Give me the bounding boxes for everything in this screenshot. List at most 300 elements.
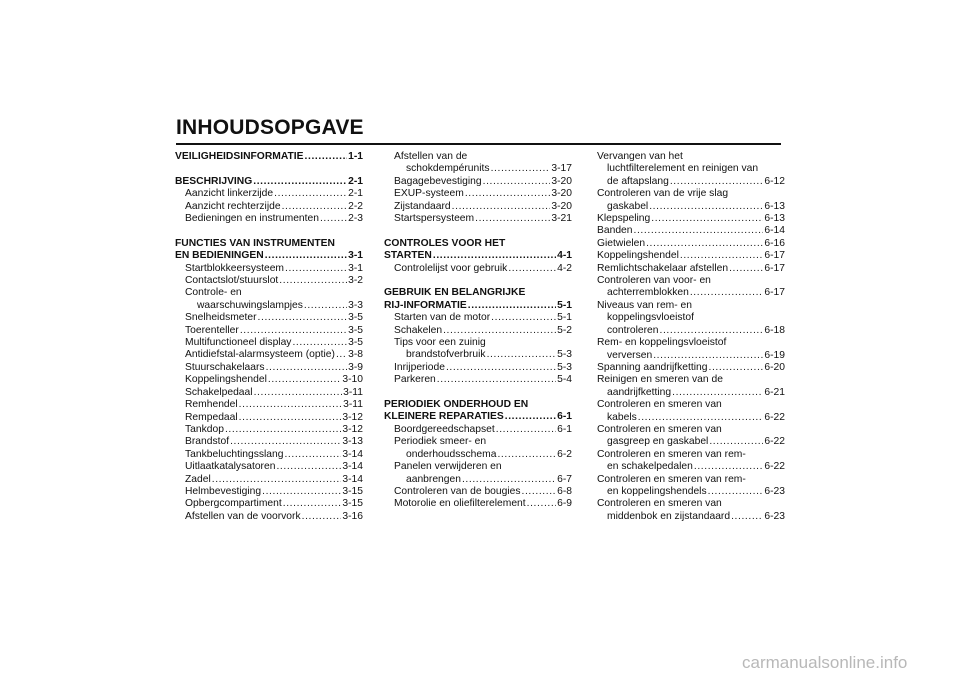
toc-entry-text: Panelen verwijderen en [394, 461, 502, 473]
dot-leader [487, 349, 557, 361]
dot-leader [468, 300, 556, 312]
toc-entry-text: waarschuwingslampjes [197, 299, 303, 311]
page-title: INHOUDSOPGAVE [176, 116, 364, 139]
toc-line [175, 486, 363, 498]
toc-page-number: 6-21 [764, 386, 785, 398]
toc-page-number: 6-1 [557, 423, 572, 435]
dot-leader [265, 250, 347, 262]
dot-leader [443, 325, 556, 337]
toc-line [597, 424, 785, 436]
toc-entry-text: Starten van de motor [394, 312, 491, 324]
toc-page-number: 6-23 [764, 510, 785, 522]
toc-page-number: 6-12 [764, 175, 785, 187]
toc-page-number: 1-1 [348, 151, 363, 162]
toc-page-number: 3-14 [342, 473, 363, 485]
toc-entry-text: Contactslot/stuurslot [185, 275, 279, 287]
toc-page-number: 6-22 [764, 411, 785, 423]
toc-page-number: 6-17 [764, 287, 785, 299]
dot-leader [285, 263, 347, 275]
toc-entry[interactable] [175, 275, 363, 287]
toc-entry[interactable] [597, 225, 785, 237]
toc-entry-text: Koppelingshendel [185, 374, 267, 386]
toc-entry-text: onderhoudsschema [406, 448, 497, 460]
toc-page-number: 3-14 [342, 461, 363, 473]
toc-entry[interactable] [597, 238, 785, 250]
toc-entry-text: en schakelpedalen [607, 461, 693, 473]
dot-leader [709, 436, 763, 448]
toc-line [175, 399, 363, 411]
toc-entry[interactable] [384, 374, 572, 386]
toc-entry[interactable] [175, 374, 363, 386]
dot-leader [433, 250, 556, 262]
toc-entry-text: Rem- en koppelingsvloeistof [597, 337, 727, 349]
dot-leader [709, 362, 764, 374]
dot-leader [731, 511, 763, 523]
toc-entry[interactable] [597, 449, 785, 474]
toc-page-number: 3-15 [342, 485, 363, 497]
toc-entry[interactable] [384, 424, 572, 436]
toc-entry-text: STARTEN [384, 250, 432, 262]
toc-entry[interactable] [175, 424, 363, 436]
toc-page-number: 3-1 [348, 262, 363, 274]
toc-page-number: 3-20 [551, 188, 572, 200]
toc-section-heading[interactable] [384, 287, 572, 312]
toc-entry[interactable] [597, 337, 785, 362]
toc-page-number: 6-17 [764, 250, 785, 262]
toc-entry-text: Controleren en smeren van rem- [597, 473, 746, 485]
toc-line [597, 263, 785, 275]
toc-entry-text: GEBRUIK EN BELANGRIJKE [384, 287, 526, 299]
toc-entry[interactable] [175, 511, 363, 523]
toc-entry-text: Gietwielen [597, 237, 646, 249]
toc-entry-text: Schakelen [394, 324, 443, 336]
toc-line [597, 238, 785, 250]
toc-line [384, 325, 572, 337]
toc-entry[interactable] [175, 325, 363, 337]
toc-entry-text: EXUP-systeem [394, 188, 464, 200]
toc-page-number: 5-3 [557, 361, 572, 373]
toc-page-number: 3-12 [342, 411, 363, 423]
toc-entry[interactable] [597, 498, 785, 523]
dot-leader [694, 461, 764, 473]
toc-page-number: 6-8 [557, 485, 572, 497]
toc-entry-text: Bedieningen en instrumenten [185, 213, 319, 225]
toc-line [175, 337, 363, 349]
toc-entry[interactable] [597, 474, 785, 499]
toc-entry-text: Vervangen van het [597, 151, 683, 162]
toc-page-number: 6-20 [764, 361, 785, 373]
toc-line [597, 350, 785, 362]
toc-page-number: 6-23 [764, 485, 785, 497]
toc-column-1 [175, 151, 363, 523]
toc-entry-text: verversen [607, 349, 653, 361]
toc-line [175, 362, 363, 374]
toc-page-number: 6-13 [764, 213, 785, 225]
toc-line [384, 399, 572, 411]
toc-entry-text: de aftapslang [607, 175, 669, 187]
dot-leader [452, 201, 551, 213]
dot-leader [527, 498, 556, 510]
toc-line [597, 325, 785, 337]
toc-entry-text: Bagagebevestiging [394, 175, 482, 187]
toc-entry-text: aanbrengen [406, 473, 461, 485]
dot-leader [282, 201, 348, 213]
toc-page-number: 6-22 [764, 436, 785, 448]
dot-leader [670, 176, 764, 188]
toc-page-number: 3-20 [551, 175, 572, 187]
toc-line [597, 275, 785, 287]
toc-entry-text: Aanzicht rechterzijde [185, 200, 281, 212]
dot-leader [505, 411, 556, 423]
toc-section-heading[interactable] [175, 176, 363, 188]
toc-page-number: 3-10 [342, 374, 363, 386]
toc-line [384, 411, 572, 423]
toc-line [384, 300, 572, 312]
toc-page-number: 5-2 [557, 324, 572, 336]
toc-entry[interactable] [175, 474, 363, 486]
toc-entry-text: Toerenteller [185, 324, 239, 336]
toc-line [597, 449, 785, 461]
toc-line [384, 362, 572, 374]
toc-line [175, 449, 363, 461]
toc-entry-text: PERIODIEK ONDERHOUD EN [384, 399, 529, 411]
toc-page-number: 6-18 [764, 324, 785, 336]
toc-line [597, 486, 785, 498]
toc-page-number: 5-4 [557, 374, 572, 386]
toc-entry-text: gaskabel [607, 200, 649, 212]
toc-line [384, 201, 572, 213]
toc-line [597, 337, 785, 349]
dot-leader [465, 188, 551, 200]
toc-entry[interactable] [175, 337, 363, 349]
toc-entry-text: Helmbevestiging [185, 485, 262, 497]
toc-line [175, 436, 363, 448]
toc-entry-text: Reinigen en smeren van de [597, 374, 723, 386]
toc-page-number: 3-17 [551, 163, 572, 175]
dot-leader [653, 350, 763, 362]
toc-line [384, 213, 572, 225]
toc-entry-text: controleren [607, 324, 659, 336]
dot-leader [446, 362, 556, 374]
toc-entry-text: Motorolie en oliefilterelement [394, 498, 526, 510]
toc-entry[interactable] [384, 213, 572, 225]
toc-line [175, 188, 363, 200]
toc-line [597, 188, 785, 200]
dot-leader [284, 449, 341, 461]
toc-entry[interactable] [175, 387, 363, 399]
toc-page-number: 2-1 [348, 175, 363, 187]
toc-entry-text: EN BEDIENINGEN [175, 250, 264, 262]
toc-page-number: 3-9 [348, 361, 363, 373]
toc-line [175, 498, 363, 510]
toc-entry-text: achterremblokken [607, 287, 689, 299]
dot-leader [230, 436, 341, 448]
dot-leader [292, 337, 347, 349]
toc-entry-text: Periodiek smeer- en [394, 436, 487, 448]
dot-leader [274, 188, 347, 200]
toc-entry-text: schokdempérunits [406, 163, 490, 175]
toc-entry[interactable] [175, 399, 363, 411]
toc-line [597, 412, 785, 424]
dot-leader [496, 424, 556, 436]
dot-leader [276, 461, 341, 473]
toc-entry[interactable] [384, 436, 572, 461]
toc-line [384, 163, 572, 175]
toc-section-heading[interactable] [175, 238, 363, 263]
toc-entry-text: Rempedaal [185, 411, 238, 423]
toc-entry-text: Uitlaatkatalysatoren [185, 461, 276, 473]
toc-line [175, 412, 363, 424]
section-gap [384, 225, 572, 237]
dot-leader [262, 486, 341, 498]
toc-entry[interactable] [597, 213, 785, 225]
toc-entry[interactable] [175, 461, 363, 473]
toc-entry[interactable] [597, 374, 785, 399]
toc-entry-text: VEILIGHEIDSINFORMATIE [175, 151, 304, 162]
toc-line [597, 436, 785, 448]
dot-leader [729, 263, 763, 275]
toc-entry[interactable] [175, 201, 363, 213]
toc-entry[interactable] [175, 312, 363, 324]
toc-entry[interactable] [597, 275, 785, 300]
toc-entry[interactable] [384, 362, 572, 374]
toc-entry-text: Afstellen van de [394, 151, 468, 162]
toc-line [597, 461, 785, 473]
toc-entry[interactable] [384, 151, 572, 176]
toc-entry-text: Boordgereedschapset [394, 423, 495, 435]
toc-entry[interactable] [384, 312, 572, 324]
dot-leader [437, 374, 556, 386]
dot-leader [212, 474, 342, 486]
toc-page-number: 3-20 [551, 200, 572, 212]
toc-line [597, 213, 785, 225]
toc-page-number: 6-17 [764, 262, 785, 274]
toc-page-number: 6-13 [764, 200, 785, 212]
toc-entry-text: Klepspeling [597, 213, 651, 225]
toc-page-number: 6-16 [764, 237, 785, 249]
toc-line [384, 238, 572, 250]
toc-entry-text: Parkeren [394, 374, 436, 386]
toc-page-number: 6-22 [764, 461, 785, 473]
toc-entry[interactable] [175, 263, 363, 275]
dot-leader [462, 474, 556, 486]
toc-line [175, 176, 363, 188]
toc-entry-text: Snelheidsmeter [185, 312, 257, 324]
toc-column-3 [597, 151, 785, 523]
toc-entry[interactable] [175, 287, 363, 312]
toc-entry[interactable] [175, 213, 363, 225]
toc-page-number: 6-2 [557, 448, 572, 460]
toc-page-number: 3-5 [348, 337, 363, 349]
toc-line [175, 300, 363, 312]
dot-leader [508, 263, 556, 275]
toc-entry-text: brandstofverbruik [406, 349, 486, 361]
toc-page-number: 3-13 [342, 436, 363, 448]
toc-entry[interactable] [175, 436, 363, 448]
toc-entry-text: aandrijfketting [607, 386, 672, 398]
dot-leader [283, 498, 342, 510]
dot-leader [660, 325, 764, 337]
toc-page-number: 3-16 [342, 510, 363, 522]
title-divider [176, 143, 781, 145]
toc-page-number: 3-1 [348, 250, 363, 262]
toc-entry-text: Banden [597, 225, 633, 237]
toc-entry-text: Stuurschakelaars [185, 361, 265, 373]
dot-leader [240, 325, 347, 337]
toc-entry[interactable] [384, 176, 572, 188]
toc-entry-text: Controleren van voor- en [597, 275, 711, 287]
dot-leader [708, 486, 764, 498]
toc-entry-text: Controle- en [185, 287, 242, 299]
toc-line [175, 275, 363, 287]
toc-entry-text: luchtfilterelement en reinigen van [607, 163, 759, 175]
toc-entry-text: Inrijperiode [394, 361, 445, 373]
toc-entry-text: Niveaus van rem- en [597, 299, 692, 311]
dot-leader [320, 213, 347, 225]
toc-line [175, 387, 363, 399]
dot-leader [253, 176, 347, 188]
toc-entry[interactable] [175, 498, 363, 510]
toc-entry[interactable] [384, 498, 572, 510]
toc-entry[interactable] [384, 337, 572, 362]
toc-section-heading[interactable] [384, 399, 572, 424]
toc-line [384, 498, 572, 510]
toc-entry-text: koppelingsvloeistof [607, 312, 695, 324]
toc-line [384, 337, 572, 349]
toc-section-heading[interactable] [175, 151, 363, 163]
toc-entry[interactable] [597, 399, 785, 424]
dot-leader [336, 349, 347, 361]
toc-entry[interactable] [175, 486, 363, 498]
toc-line [175, 312, 363, 324]
toc-entry-text: Controleren en smeren van [597, 423, 722, 435]
toc-entry-text: en koppelingshendels [607, 485, 707, 497]
toc-line [175, 263, 363, 275]
toc-page-number: 3-12 [342, 423, 363, 435]
toc-entry[interactable] [597, 188, 785, 213]
dot-leader [638, 412, 764, 424]
dot-leader [258, 312, 348, 324]
toc-line [384, 250, 572, 262]
toc-entry-text: Startspersysteem [394, 213, 475, 225]
toc-page-number: 3-15 [342, 498, 363, 510]
toc-entry[interactable] [597, 151, 785, 188]
dot-leader [304, 300, 347, 312]
toc-page-number: 5-1 [557, 299, 572, 311]
section-gap [175, 225, 363, 237]
toc-page-number: 3-3 [348, 299, 363, 311]
toc-entry-text: gasgreep en gaskabel [607, 436, 709, 448]
dot-leader [239, 412, 342, 424]
dot-leader [690, 287, 764, 299]
toc-entry[interactable] [175, 362, 363, 374]
toc-entry[interactable] [384, 188, 572, 200]
toc-page-number: 6-1 [557, 411, 572, 423]
toc-entry[interactable] [384, 201, 572, 213]
toc-line [597, 300, 785, 312]
toc-entry-text: Opbergcompartiment [185, 498, 282, 510]
toc-entry-text: Startblokkeersysteem [185, 262, 285, 274]
toc-line [597, 312, 785, 324]
dot-leader [497, 449, 556, 461]
toc-line [384, 449, 572, 461]
toc-line [597, 474, 785, 486]
toc-entry[interactable] [384, 263, 572, 275]
toc-entry-text: Zadel [185, 473, 211, 485]
toc-line [384, 436, 572, 448]
toc-line [175, 213, 363, 225]
dot-leader [649, 201, 763, 213]
toc-entry-text: Antidiefstal-alarmsysteem (optie) [185, 349, 335, 361]
toc-entry[interactable] [597, 362, 785, 374]
toc-entry-text: Tankbeluchtingsslang [185, 448, 284, 460]
toc-line [597, 151, 785, 163]
toc-line [597, 287, 785, 299]
toc-entry-text: Brandstof [185, 436, 230, 448]
toc-page-number: 6-9 [557, 498, 572, 510]
toc-entry[interactable] [384, 486, 572, 498]
dot-leader [634, 225, 764, 237]
toc-entry-text: Aanzicht linkerzijde [185, 188, 274, 200]
toc-line [384, 461, 572, 473]
toc-line [175, 151, 363, 163]
toc-line [384, 486, 572, 498]
toc-entry-text: KLEINERE REPARATIES [384, 411, 504, 423]
toc-page-number: 2-3 [348, 213, 363, 225]
toc-entry-text: Multifunctioneel display [185, 337, 292, 349]
toc-line [384, 263, 572, 275]
toc-line [175, 349, 363, 361]
toc-entry[interactable] [597, 424, 785, 449]
toc-section-heading[interactable] [384, 238, 572, 263]
toc-entry[interactable] [597, 263, 785, 275]
toc-line [175, 511, 363, 523]
toc-entry[interactable] [175, 449, 363, 461]
toc-line [384, 188, 572, 200]
toc-entry[interactable] [175, 412, 363, 424]
dot-leader [483, 176, 551, 188]
toc-page-number: 3-5 [348, 312, 363, 324]
toc-line [175, 250, 363, 262]
toc-line [597, 511, 785, 523]
dot-leader [302, 511, 342, 523]
toc-entry[interactable] [597, 250, 785, 262]
dot-leader [646, 238, 763, 250]
toc-entry-text: Controleren van de vrije slag [597, 188, 729, 200]
toc-entry[interactable] [384, 461, 572, 486]
watermark-text: carmanualsonline.info [742, 653, 908, 672]
toc-entry-text: CONTROLES VOOR HET [384, 237, 506, 249]
dot-leader [522, 486, 557, 498]
toc-entry-text: Controleren en smeren van [597, 399, 722, 411]
toc-entry-text: Koppelingshendel [597, 250, 679, 262]
toc-entry[interactable] [175, 188, 363, 200]
toc-column-2 [384, 151, 572, 511]
toc-entry[interactable] [597, 300, 785, 337]
toc-entry[interactable] [175, 349, 363, 361]
toc-line [384, 474, 572, 486]
toc-entry-text: Afstellen van de voorvork [185, 510, 301, 522]
section-gap [384, 275, 572, 287]
toc-line [597, 250, 785, 262]
toc-page-number: 3-8 [348, 349, 363, 361]
toc-entry-text: RIJ-INFORMATIE [384, 299, 467, 311]
toc-page-number: 2-1 [348, 188, 363, 200]
toc-line [384, 176, 572, 188]
toc-entry[interactable] [384, 325, 572, 337]
toc-entry-text: middenbok en zijstandaard [607, 510, 731, 522]
toc-page-number: 2-2 [348, 200, 363, 212]
